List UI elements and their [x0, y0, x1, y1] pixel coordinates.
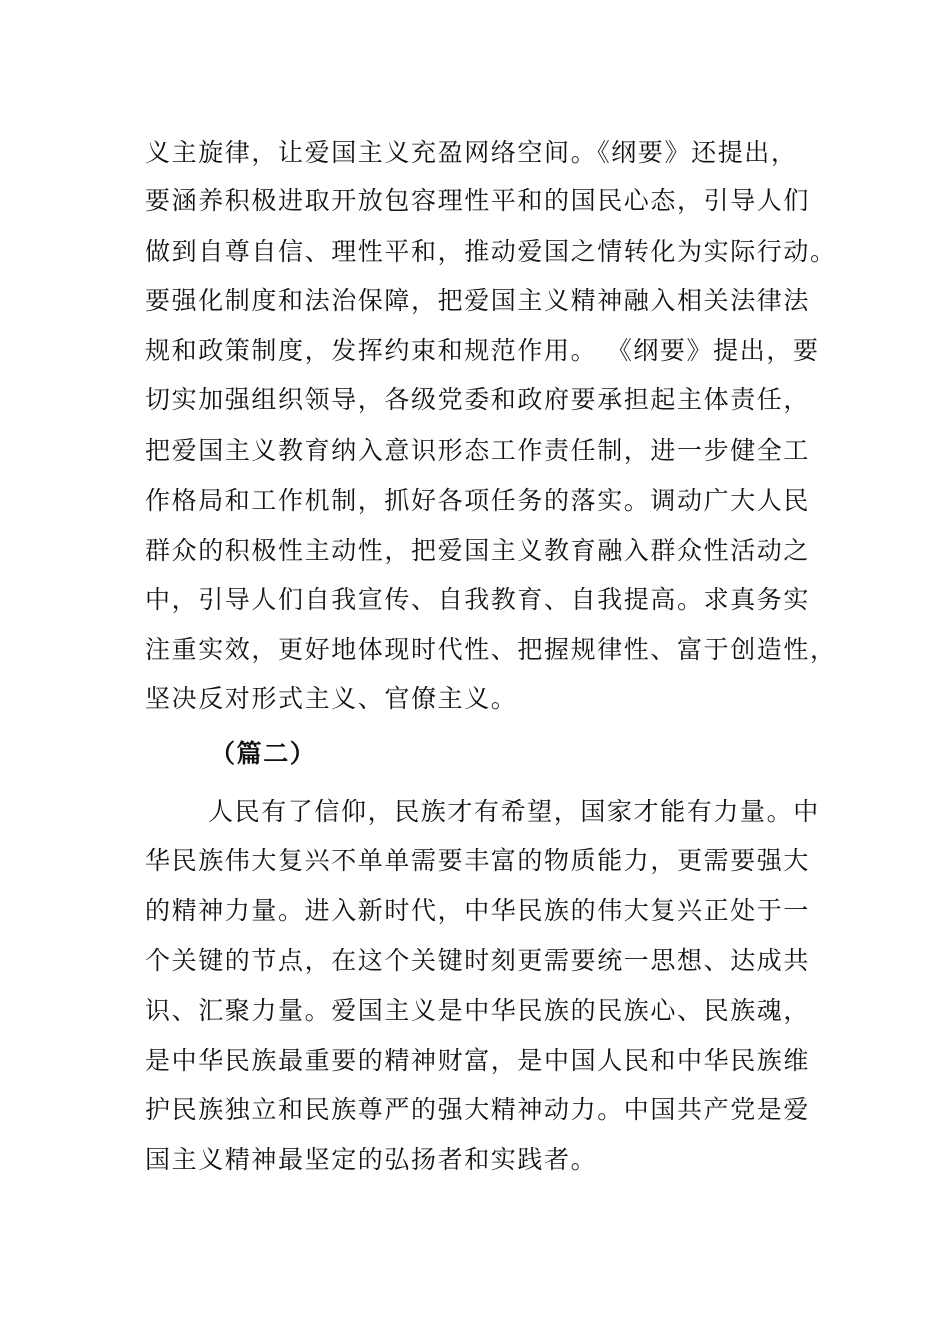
body-text-line: 识、汇聚力量。爱国主义是中华民族的民族心、民族魂， — [145, 996, 811, 1025]
body-text-line: 要涵养积极进取开放包容理性平和的国民心态，引导人们 — [145, 186, 811, 215]
body-text-line: 个关键的节点，在这个关键时刻更需要统一思想、达成共 — [145, 946, 811, 975]
body-text-line: 华民族伟大复兴不单单需要丰富的物质能力，更需要强大 — [145, 846, 811, 875]
body-text-line: 群众的积极性主动性，把爱国主义教育融入群众性活动之 — [145, 536, 811, 565]
body-text-line: 作格局和工作机制，抓好各项任务的落实。调动广大人民 — [145, 486, 811, 515]
body-text-line: 坚决反对形式主义、官僚主义。 — [145, 684, 518, 713]
body-text-line: 中，引导人们自我宣传、自我教育、自我提高。求真务实 — [145, 585, 811, 614]
paragraph-first-line: 人民有了信仰，民族才有希望，国家才能有力量。中 — [208, 797, 820, 826]
body-text-line: 切实加强组织领导，各级党委和政府要承担起主体责任， — [145, 385, 811, 414]
body-text-line: 国主义精神最坚定的弘扬者和实践者。 — [145, 1145, 598, 1174]
body-text-line: 是中华民族最重要的精神财富，是中国人民和中华民族维 — [145, 1046, 811, 1075]
body-text-line: 的精神力量。进入新时代，中华民族的伟大复兴正处于一 — [145, 896, 811, 925]
body-text-line: 做到自尊自信、理性平和，推动爱国之情转化为实际行动。 — [145, 237, 837, 266]
section-heading: （篇二） — [210, 739, 317, 768]
body-text-line: 规和政策制度，发挥约束和规范作用。 《纲要》提出，要 — [145, 336, 820, 365]
body-text-line: 护民族独立和民族尊严的强大精神动力。中国共产党是爱 — [145, 1095, 811, 1124]
body-text-line: 要强化制度和法治保障，把爱国主义精神融入相关法律法 — [145, 286, 811, 315]
body-text-line: 注重实效，更好地体现时代性、把握规律性、富于创造性， — [145, 635, 837, 664]
body-text-line: 把爱国主义教育纳入意识形态工作责任制，进一步健全工 — [145, 436, 811, 465]
body-text-line: 义主旋律，让爱国主义充盈网络空间。《纲要》还提出， — [145, 138, 798, 167]
